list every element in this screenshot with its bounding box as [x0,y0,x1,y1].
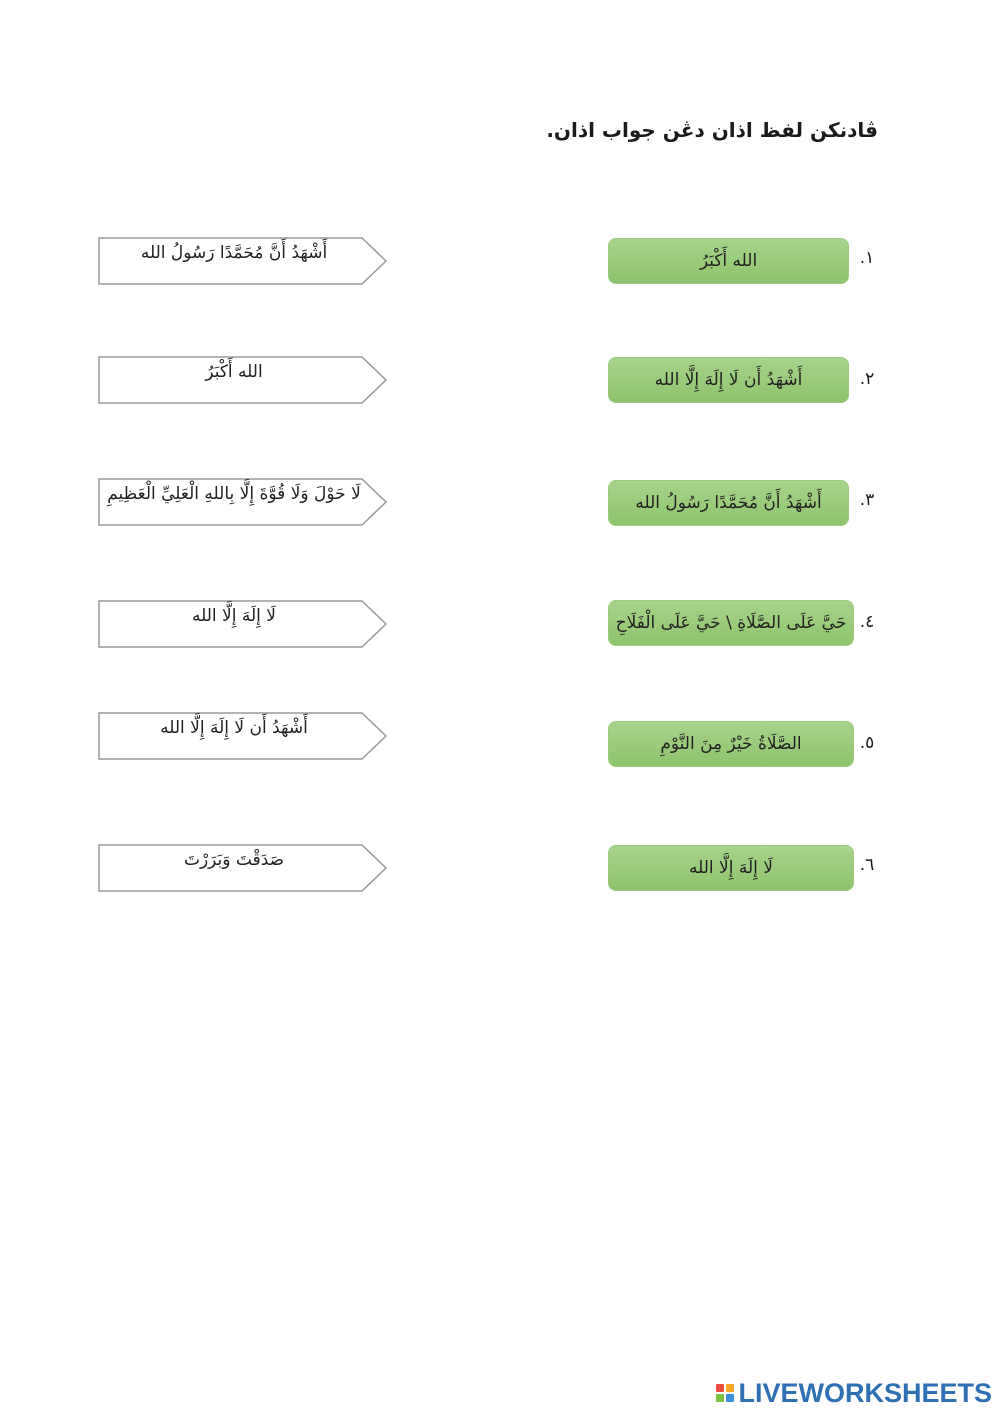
response-arrow-box[interactable] [98,844,388,893]
item-number: ٢. [859,369,875,389]
logo-text: LIVEWORKSHEETS [738,1377,992,1408]
response-arrow-box[interactable] [98,478,388,527]
item-number: ٤. [859,612,875,632]
response-text: لَا حَوْلَ وَلَا قُوَّةَ إِلَّا بِاللهِ الْعَلِيِّ الْعَظِيمِ [107,484,361,504]
response-arrow-box[interactable] [98,712,388,761]
adhan-phrase-box[interactable]: أَشْهَدُ أَنَّ مُحَمَّدًا رَسُولُ الله [608,480,849,526]
item-number: ٥. [859,733,875,753]
response-text: صَدَقْتَ وَبَرَرْتَ [183,850,285,870]
adhan-phrase-box[interactable]: أَشْهَدُ أَن لَا إِلَهَ إِلَّا الله [608,357,849,403]
response-text: لَا إِلَهَ إِلَّا الله [192,606,276,626]
item-number: ١. [859,248,875,268]
response-arrow-box[interactable] [98,600,388,649]
adhan-phrase-box[interactable]: الله أَكْبَرُ [608,238,849,284]
liveworksheets-logo-icon [716,1384,734,1402]
item-number: ٦. [859,855,875,875]
adhan-phrase-box[interactable]: الصَّلَاةُ خَيْرٌ مِنَ النَّوْمِ [608,721,854,767]
response-arrow-box[interactable] [98,356,388,405]
response-text: أَشْهَدُ أَنَّ مُحَمَّدًا رَسُولُ الله [140,243,328,263]
response-arrow-box[interactable] [98,237,388,286]
liveworksheets-logo[interactable] [716,1378,992,1408]
item-number: ٣. [859,490,875,510]
page-title: ڤادنكن لفظ اذان دڠن جواب اذان. [546,118,878,142]
adhan-phrase-box[interactable]: لَا إِلَهَ إِلَّا الله [608,845,854,891]
response-text: الله أَكْبَرُ [205,362,263,382]
response-text: أَشْهَدُ أَن لَا إِلَهَ إِلَّا الله [160,718,308,738]
adhan-phrase-box[interactable]: حَيَّ عَلَى الصَّلَاةِ \ حَيَّ عَلَى الْفَلَاحِ [608,600,854,646]
